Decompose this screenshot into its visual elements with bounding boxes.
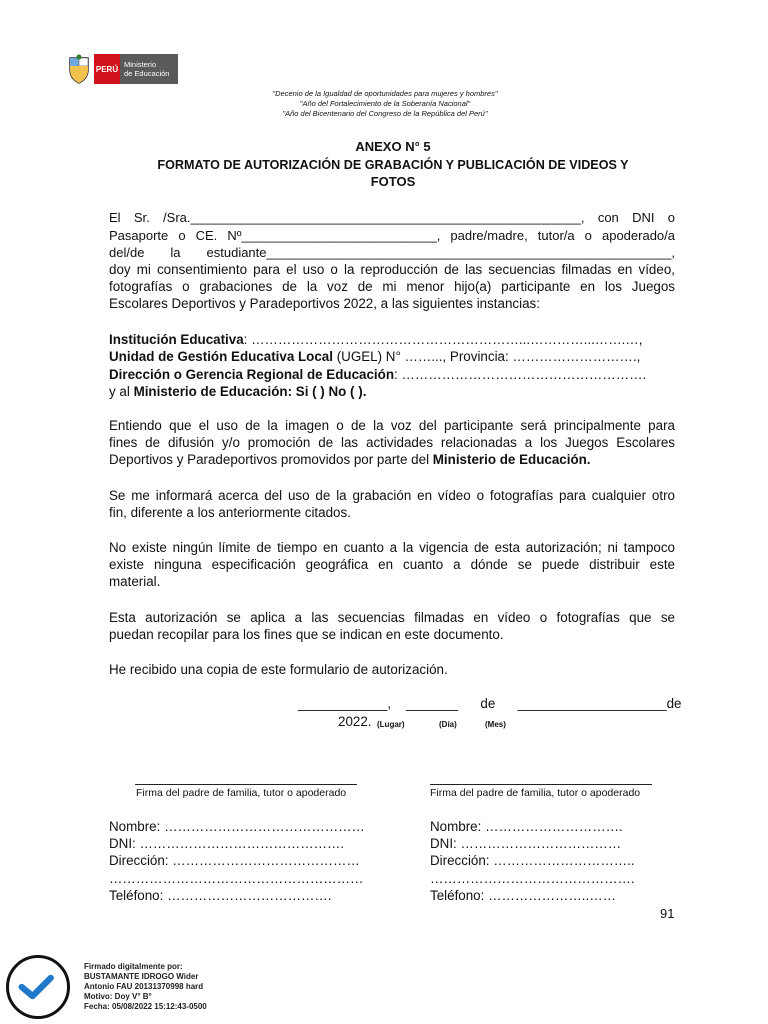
- digital-signature-badge: [6, 955, 70, 1019]
- institution-dots: : ……………………………………………………...…………...…….…,: [243, 332, 643, 347]
- date-line: ____________, _______ de ____________________de: [298, 696, 682, 711]
- ministry-prefix: y al: [109, 384, 134, 399]
- checkmark-icon: [9, 958, 67, 1016]
- coat-of-arms-icon: [66, 54, 92, 84]
- decenio-line-1: "Decenio de la Igualdad de oportunidades para mujeres y hombres": [272, 89, 498, 98]
- dre-line: [109, 366, 675, 384]
- right-signature-label: Firma del padre de familia, tutor o apoderado: [430, 787, 641, 799]
- signature-line-1: Firmado digitalmente por:: [84, 962, 183, 971]
- ugel-label: Unidad de Gestión Educativa Local: [109, 349, 333, 364]
- left-phone-field: Teléfono: ……………………………….: [109, 888, 332, 903]
- para3-line-1: No existe ningún límite de tiempo en cuanto a la vigencia de esta autorización; ni tampoco: [109, 540, 675, 555]
- decenio-line-3: "Año del Bicentenario del Congreso de la República del Perú": [282, 109, 488, 118]
- peru-label: PERÚ: [94, 54, 120, 84]
- annex-number: ANEXO N° 5: [355, 139, 431, 154]
- ministry-line2: de Educación: [124, 69, 170, 78]
- right-phone-field: Teléfono: …………………..……: [430, 888, 617, 903]
- right-address-field: Dirección: …………………………..: [430, 853, 635, 868]
- intro-line-5: fotografías o grabaciones de la voz de mi menor hijo(a) participante en los Juegos: [109, 279, 675, 294]
- ministry-choice: Ministerio de Educación: Si ( ) No ( ).: [133, 384, 367, 399]
- left-dni-field: DNI: ……………………………………….: [109, 836, 345, 851]
- right-address-continued: ……………………………………….: [430, 871, 635, 886]
- intro-line-1: El Sr. /Sra.______________________________________________________, con DNI o: [109, 210, 675, 225]
- para5: He recibido una copia de este formulario de autorización.: [109, 662, 448, 677]
- ugel-rest: (UGEL) N° ……..., Provincia: ……………………….,: [332, 349, 641, 364]
- left-address-continued: …………………………………………………: [109, 871, 364, 886]
- para1-line-1: Entiendo que el uso de la imagen o de la voz del participante será principalmente para: [109, 418, 675, 433]
- ministry-label: [120, 54, 178, 84]
- left-name-field: Nombre: ………………………………………: [109, 819, 365, 834]
- para2-line-2: fin, diferente a los anteriormente citados.: [109, 505, 351, 520]
- para4-line-2: puedan recopilar para los fines que se indican en este documento.: [109, 627, 504, 642]
- right-signature-line: [430, 784, 652, 785]
- right-name-field: Nombre: ………………………….: [430, 819, 623, 834]
- date-month-label: (Mes): [485, 720, 506, 729]
- para1-line-3: [109, 451, 675, 469]
- left-signature-label: Firma del padre de familia, tutor o apoderado: [136, 787, 347, 799]
- ministry-line1: Ministerio: [124, 60, 157, 69]
- para3-line-2: existe ninguna especificación geográfica en cuanto a dónde se puede distribuir este: [109, 557, 675, 572]
- date-year: 2022.: [338, 714, 372, 729]
- signature-line-4: Motivo: Doy V° B°: [84, 992, 152, 1001]
- para1-last-bold: Ministerio de Educación.: [432, 452, 591, 467]
- left-address-field: Dirección: ……………………………………: [109, 853, 360, 868]
- intro-line-2: Pasaporte o CE. Nº___________________________, padre/madre, tutor/a o apoderado/a: [109, 228, 675, 243]
- page-number: 91: [660, 906, 675, 921]
- intro-line-3: del/de la estudiante________________________________________________________,: [109, 245, 675, 260]
- signature-line-5: Fecha: 05/08/2022 15:12:43-0500: [84, 1002, 207, 1011]
- ministry-logo: [66, 52, 178, 86]
- para2-line-1: Se me informará acerca del uso de la grabación en vídeo o fotografías para cualquier otro: [109, 488, 675, 503]
- date-place-label: (Lugar): [377, 720, 405, 729]
- document-title-line1: FORMATO DE AUTORIZACIÓN DE GRABACIÓN Y PUBLICACIÓN DE VIDEOS Y: [157, 158, 629, 172]
- intro-line-4: doy mi consentimiento para el uso o la reproducción de las secuencias filmadas en vídeo,: [109, 262, 675, 277]
- document-title-line2: FOTOS: [370, 174, 416, 189]
- decenio-line-2: "Año del Fortalecimiento de la Soberanía Nacional": [299, 99, 471, 108]
- signature-line-3: Antonio FAU 20131370998 hard: [84, 982, 204, 991]
- digital-signature-text: [84, 962, 207, 1012]
- para1-line-2: fines de difusión y/o promoción de las actividades relacionadas a los Juegos Escolares: [109, 435, 675, 450]
- ugel-line: [109, 348, 675, 366]
- dre-dots: : ……………………………………………….: [394, 367, 647, 382]
- para3-line-3: material.: [109, 574, 161, 589]
- para1-last-prefix: Deportivos y Paradeportivos promovidos por parte del: [109, 452, 433, 467]
- para4-line-1: Esta autorización se aplica a las secuencias filmadas en vídeo o fotografías que se: [109, 610, 675, 625]
- dre-label: Dirección o Gerencia Regional de Educación: [109, 367, 395, 382]
- intro-line-6: Escolares Deportivos y Paradeportivos 2022, a las siguientes instancias:: [109, 296, 540, 311]
- date-day-label: (Día): [439, 720, 457, 729]
- left-signature-line: [135, 784, 357, 785]
- institution-label: Institución Educativa: [109, 332, 244, 347]
- ministry-line: [109, 383, 675, 401]
- institution-line: [109, 331, 675, 349]
- right-dni-field: DNI: ………………………………: [430, 836, 622, 851]
- signature-line-2: BUSTAMANTE IDROGO Wider: [84, 972, 199, 981]
